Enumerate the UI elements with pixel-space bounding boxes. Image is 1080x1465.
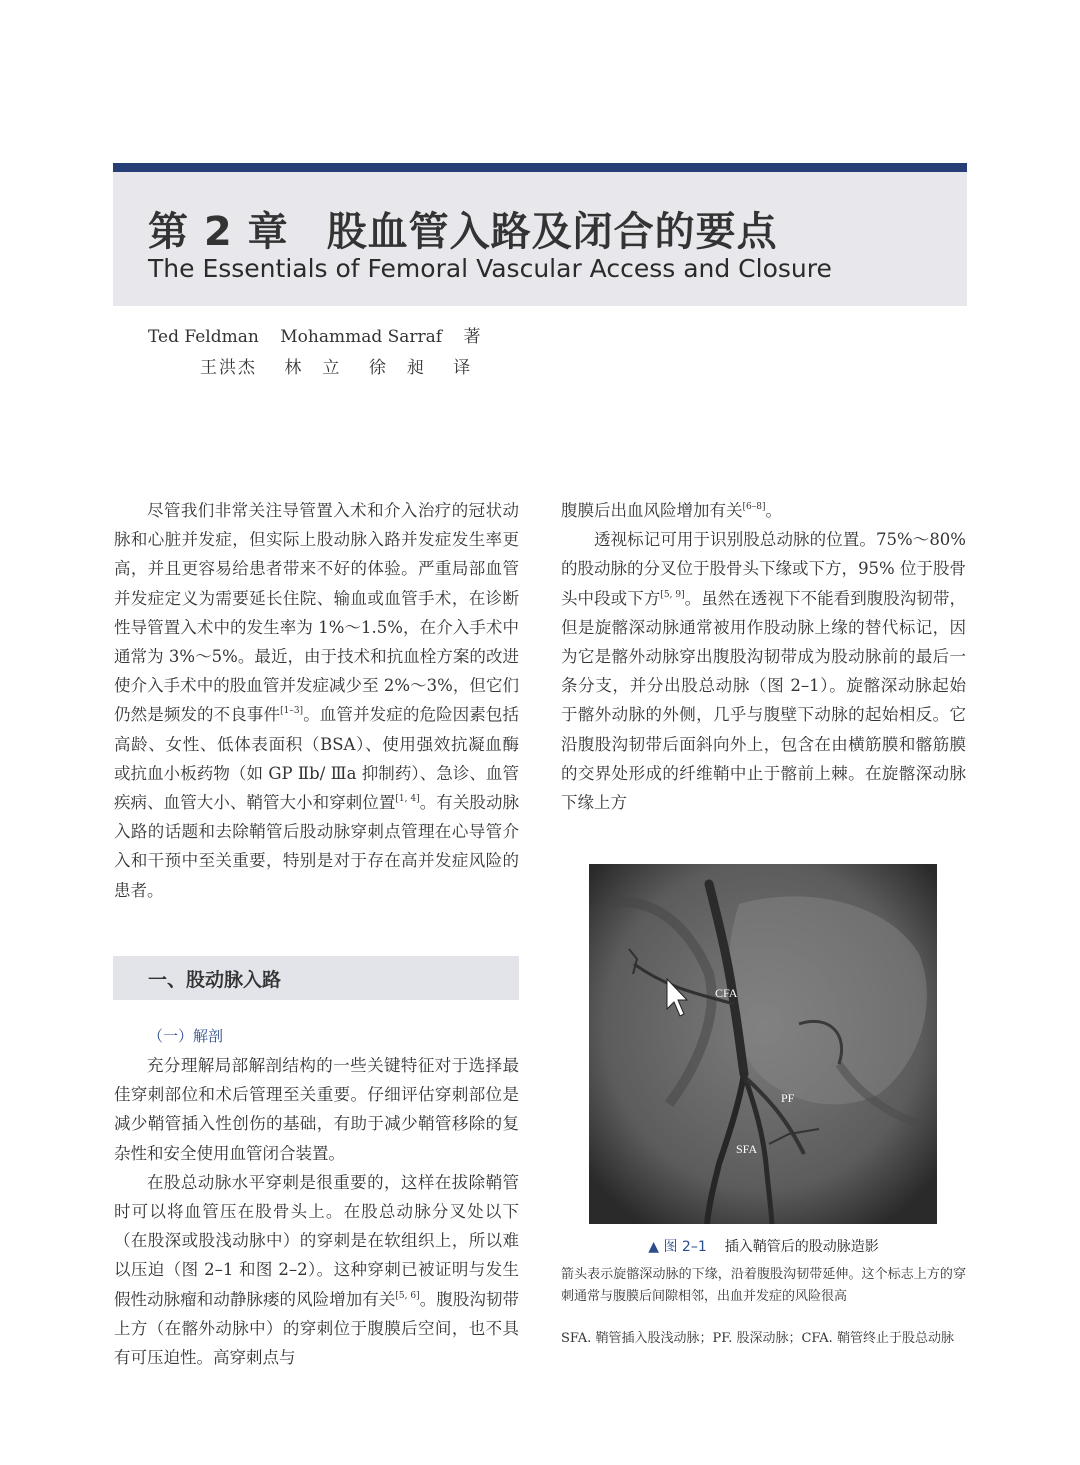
intro-paragraph: [114, 496, 519, 905]
fluoro-paragraph: [561, 525, 966, 817]
translator-name: 林 立: [284, 358, 342, 378]
figure-title: 插入鞘管后的股动脉造影: [724, 1239, 879, 1255]
citation: [5, 9]: [660, 589, 685, 600]
section-heading-bar: [113, 956, 519, 1000]
author-role: 著: [463, 327, 481, 347]
figure-abbreviations: SFA. 鞘管插入股浅动脉；PF. 股深动脉；CFA. 鞘管终止于股总动脉: [561, 1331, 954, 1346]
right-column: [561, 496, 966, 817]
chapter-title-text: 股血管入路及闭合的要点: [326, 209, 778, 255]
text-run: 。血管并发症的危险因素包括高龄、女性、低体表面积（BSA）、使用强效抗凝血酶或抗血小板药物（如 GP Ⅱb/ Ⅲa 抑制药）、急诊、血管疾病、血管大小、鞘管大小和穿刺位置: [114, 705, 519, 813]
figure-note: 箭头表示旋髂深动脉的下缘，沿着腹股沟韧带延伸。这个标志上方的穿刺通常与腹膜后间隙相邻，出血并发症的风险很高: [561, 1267, 966, 1304]
anatomy-paragraph-1: 充分理解局部解剖结构的一些关键特征对于选择最佳穿刺部位和术后管理至关重要。仔细评估穿刺部位是减少鞘管插入性创伤的基础，有助于减少鞘管移除的复杂性和安全使用血管闭合装置。: [114, 1056, 519, 1163]
translator-name: 王洪杰: [200, 358, 257, 378]
label-sfa: SFA: [736, 1142, 758, 1156]
angiogram-image: [589, 864, 937, 1224]
citation: [1, 4]: [395, 794, 420, 805]
citation: [1–3]: [280, 706, 304, 717]
label-cfa: CFA: [715, 986, 738, 1000]
figure-caption-title: [561, 1236, 966, 1256]
text-run: 在股总动脉水平穿刺是很重要的，这样在拔除鞘管时可以将血管压在股骨头上。在股总动脉分叉处以下（在股深或股浅动脉中）的穿刺是在软组织上，所以难以压迫（图 2–1 和图 2–2）。这种穿刺已被证明与发生假性动脉瘤和动静脉瘘的风险增加有关: [114, 1172, 519, 1309]
header-rule: [113, 163, 967, 172]
intro-column: [114, 496, 519, 905]
chapter-title-cn: [148, 200, 778, 257]
text-run: 腹膜后出血风险增加有关: [561, 501, 743, 520]
continued-paragraph: [561, 496, 966, 525]
label-pf: PF: [781, 1091, 795, 1105]
translator-role: 译: [453, 358, 473, 378]
text-run: 。虽然在透视下不能看到腹股沟韧带，但是旋髂深动脉通常被用作股动脉上缘的替代标记，因为它是髂外动脉穿出腹股沟韧带成为股动脉前的最后一条分支，并分出股总动脉（图 2–1）。旋髂深动脉起始于髂外动脉的外侧，几乎与腹壁下动脉的起始相反。它沿腹股沟韧带后面斜向外上，包含在由横筋膜和髂筋膜的交界处形成的纤维鞘中止于髂前上棘。在旋髂深动脉下缘上方: [561, 588, 967, 813]
text-run: 尽管我们非常关注导管置入术和介入治疗的冠状动脉和心脏并发症，但实际上股动脉入路并发症发生率更高，并且更容易给患者带来不好的体验。严重局部血管并发症定义为需要延长住院、输血或血管手术，在诊断性导管置入术中的发生率为 1%～1.5%，在介入手术中通常为 3%～5%。最近，由于技术和抗血栓方案的改进使介入手术中的股血管并发症减少至 2%～3%，但它们仍然是频发的不良事件: [114, 501, 519, 725]
text-run: 。: [765, 501, 782, 520]
citation: [5, 6]: [395, 1290, 420, 1301]
citation: [6–8]: [742, 502, 766, 512]
anatomy-paragraph-2: [114, 1168, 519, 1372]
figure-label: ▲ 图 2–1: [648, 1239, 707, 1255]
chapter-title-block: [113, 172, 967, 306]
angiogram-figure: [589, 864, 937, 1224]
translator-name: 徐 昶: [368, 358, 426, 378]
authors-line: [148, 322, 497, 347]
anatomy-column: [114, 1051, 519, 1372]
author-name: Mohammad Sarraf: [280, 327, 443, 347]
text-run: 。腹股沟韧带上方（在髂外动脉中）的穿刺位于腹膜后空间，也不具有可压迫性。高穿刺点与: [114, 1289, 520, 1368]
chapter-title-en: The Essentials of Femoral Vascular Access and Closure: [148, 254, 832, 283]
text-run: 。有关股动脉入路的话题和去除鞘管后股动脉穿刺点管理在心导管介入和干预中至关重要，特别是对于存在高并发症风险的患者。: [114, 793, 520, 900]
translators-line: [200, 353, 492, 378]
text-run: 透视标记可用于识别股总动脉的位置。75%～80% 的股动脉的分叉位于股骨头下缘或下方，95% 位于股骨头中段或下方: [561, 530, 966, 608]
subsection-heading: （一）解剖: [148, 1027, 224, 1045]
chapter-number: 第 2 章: [148, 209, 289, 255]
author-name: Ted Feldman: [148, 327, 259, 347]
section-heading: 一、股动脉入路: [148, 969, 282, 991]
